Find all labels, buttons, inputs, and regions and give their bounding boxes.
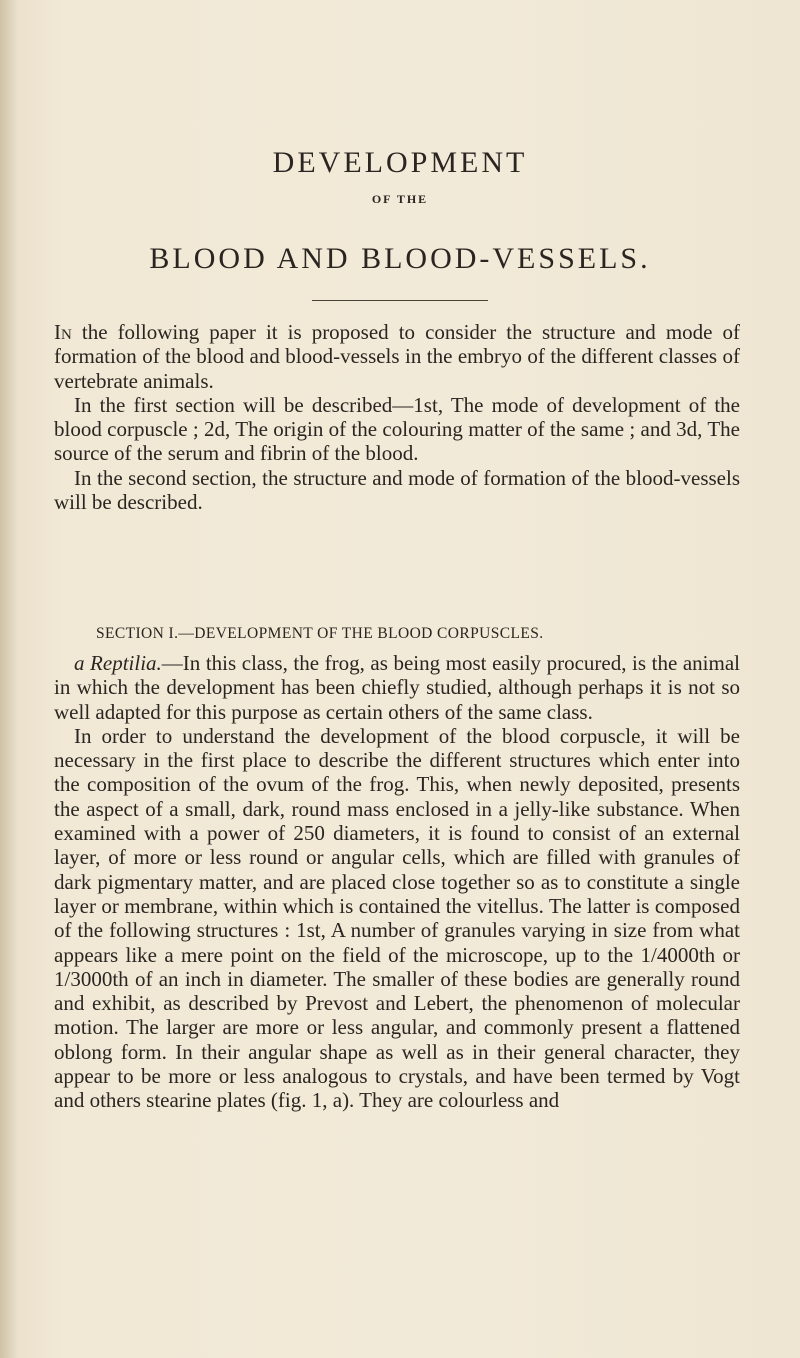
section1-p2-end: th of an inch in diameter. The smaller of these bodies are generally round and exhibit, as described by Prevost and Lebert, the phenomenon of molecular motion. The larger are more or less angular, and commonly present a flattened oblong form. In their angular shape as well as in their general character, they appear to be more or less analogous to crystals, and have been termed by Vogt and others stearine plates (fig. 1, a). They are colourless and xyxy=(54,966,740,1113)
reptilia-label: a Reptilia. xyxy=(74,651,162,675)
section1-paragraph-2 xyxy=(54,724,740,1113)
title-rule xyxy=(312,300,488,301)
section1-p2-text: In order to understand the development of the blood corpuscle, it will be necessary in the first place to describe the different structures which enter into the composition of the ovum of the frog. This, when newly deposited, presents the aspect of a small, dark, round mass enclosed in a jelly-like substance. When examined with a power of 250 diameters, it is found to consist of an external layer, of more or less round or angular cells, which are filled with granules of dark pigmentary matter, and are placed close together so as to constitute a single layer or membrane, within which is contained the vitellus. The latter is composed of the following structures : 1st, A number of granules varying in size from what appears like a mere point on the field of the microscope, up to the xyxy=(54,723,740,967)
section1-p1-text: —In this class, the frog, as being most easily procured, is the animal in which the development has been chiefly studied, although perhaps it is not so well adapted for this purpose as certain others of the same class. xyxy=(54,651,740,724)
intro-paragraph-3: In the second section, the structure and mode of formation of the blood-vessels will be described. xyxy=(54,465,740,515)
fraction-3000: 1/3000 xyxy=(54,966,113,991)
gutter-shadow xyxy=(0,0,18,1358)
drop-word: In xyxy=(54,320,72,344)
intro-paragraph-2: In the first section will be described—1st, The mode of development of the blood corpuscle ; 2d, The origin of the colouring matter of the same ; and 3d, The source of the serum and fibrin of the blood. xyxy=(54,392,740,466)
section1-paragraph-1 xyxy=(54,651,740,724)
section1-text xyxy=(54,651,740,1113)
section-heading: SECTION I.—DEVELOPMENT OF THE BLOOD CORPUSCLES. xyxy=(96,625,544,642)
title-blood-vessels: BLOOD AND BLOOD-VESSELS. xyxy=(149,242,651,275)
intro-paragraph-1 xyxy=(54,320,740,393)
intro-p1-text: the following paper it is proposed to consider the structure and mode of formation of the blood and blood-vessels in the embryo of the different classes of vertebrate animals. xyxy=(54,320,741,393)
fraction-4000: 1/4000 xyxy=(640,942,699,967)
fraction-suffix: th or xyxy=(698,942,741,967)
title-of-the: OF THE xyxy=(371,192,429,206)
title-development: DEVELOPMENT xyxy=(272,146,528,179)
intro-text xyxy=(54,320,740,514)
